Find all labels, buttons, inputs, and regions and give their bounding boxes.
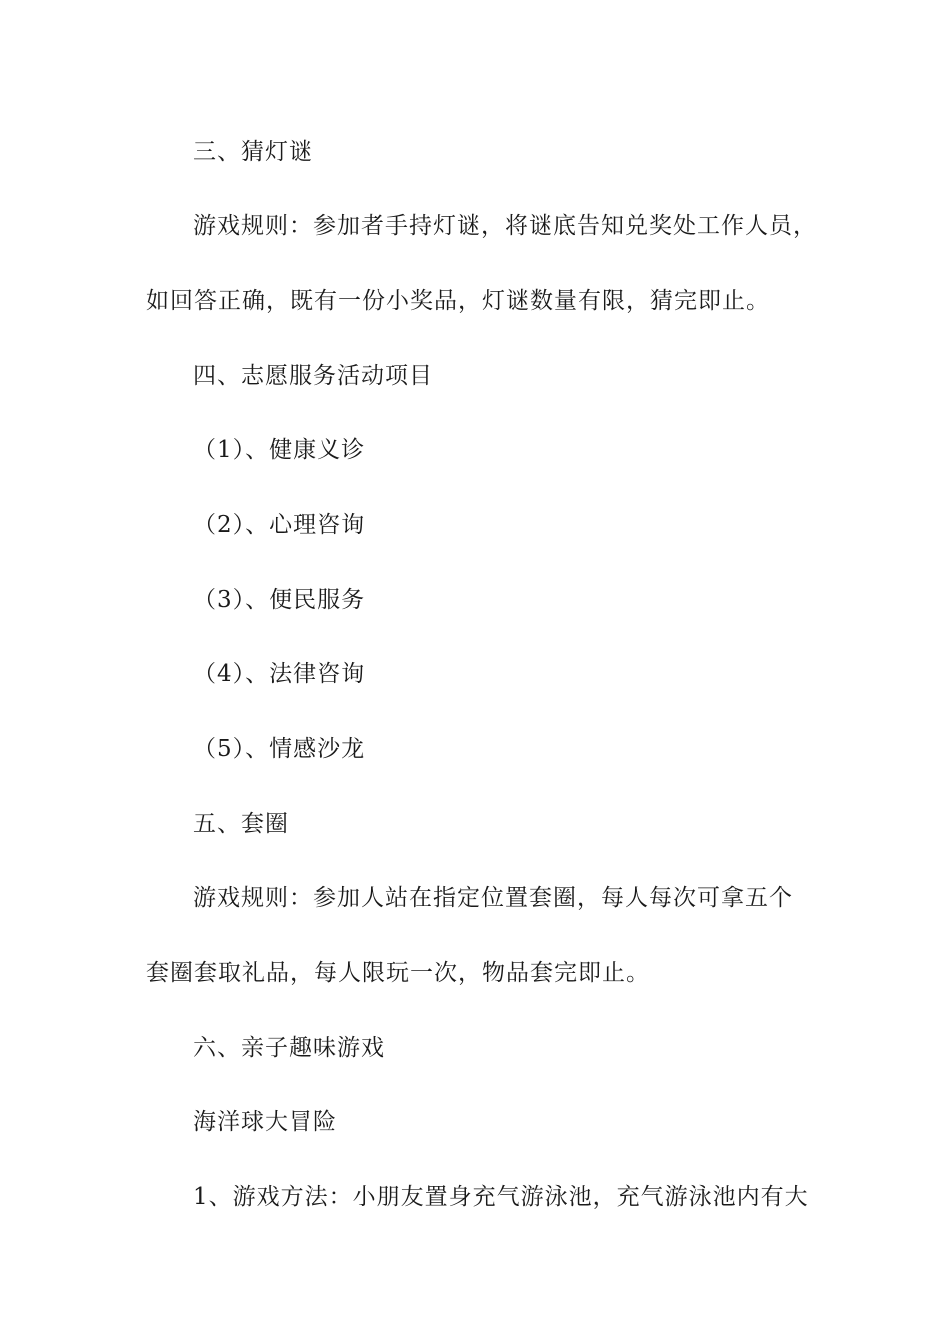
section-heading-ring-toss: 五、套圈 xyxy=(193,811,289,837)
subheading: 海洋球大冒险 xyxy=(193,1109,337,1135)
paragraph-line: 如回答正确，既有一份小奖品，灯谜数量有限，猜完即止。 xyxy=(146,288,770,314)
list-item: （1）、健康义诊 xyxy=(193,437,366,463)
list-item: （3）、便民服务 xyxy=(193,587,366,613)
list-item: （2）、心理咨询 xyxy=(193,512,366,538)
section-heading-volunteer-services: 四、志愿服务活动项目 xyxy=(193,363,433,389)
section-heading-parent-child-games: 六、亲子趣味游戏 xyxy=(193,1035,385,1061)
list-item: （5）、情感沙龙 xyxy=(193,736,366,762)
paragraph-line: 套圈套取礼品，每人限玩一次，物品套完即止。 xyxy=(146,960,650,986)
section-heading-lantern-riddles: 三、猜灯谜 xyxy=(193,139,313,165)
paragraph-line: 游戏规则：参加人站在指定位置套圈，每人每次可拿五个 xyxy=(193,885,793,911)
list-item: （4）、法律咨询 xyxy=(193,661,366,687)
paragraph-line: 1、游戏方法：小朋友置身充气游泳池，充气游泳池内有大 xyxy=(193,1184,809,1210)
paragraph-line: 游戏规则：参加者手持灯谜，将谜底告知兑奖处工作人员， xyxy=(193,213,817,239)
